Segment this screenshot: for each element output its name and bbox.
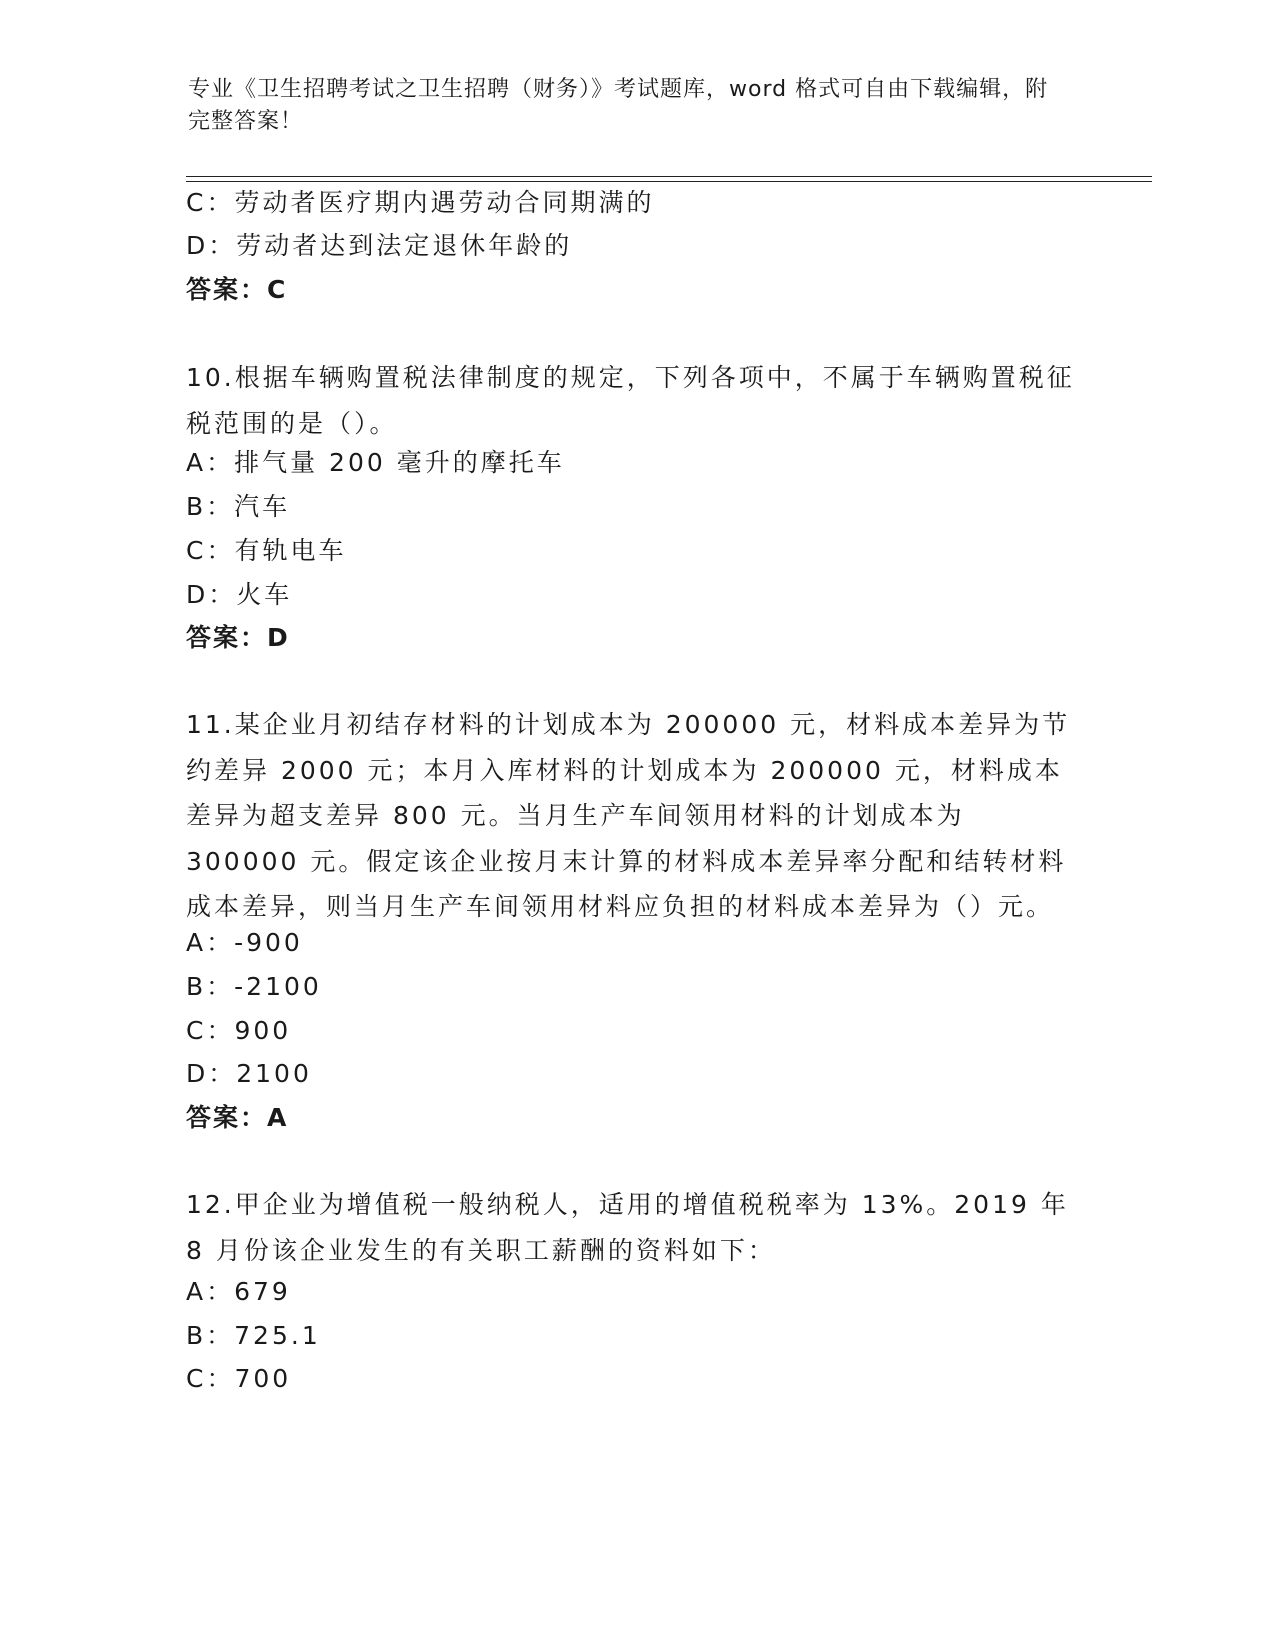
q10-option-d: D：火车 (186, 580, 293, 609)
q10-option-b: B：汽车 (186, 492, 291, 521)
q11-answer: 答案：A (186, 1103, 289, 1132)
q11-option-c: C：900 (186, 1016, 292, 1045)
q10-option-a: A：排气量 200 毫升的摩托车 (186, 448, 565, 477)
q9-answer: 答案：C (186, 275, 288, 304)
q12-option-c: C：700 (186, 1364, 292, 1393)
q11-option-b: B：-2100 (186, 972, 322, 1001)
q9-option-c: C：劳动者医疗期内遇劳动合同期满的 (186, 188, 655, 217)
q12-stem: 12.甲企业为增值税一般纳税人，适用的增值税税率为 13%。2019 年 8 月份该企业发生的有关职工薪酬的资料如下： (186, 1190, 1069, 1265)
q11-option-a: A：-900 (186, 928, 303, 957)
q12-option-a: A：679 (186, 1277, 291, 1306)
q11-stem: 11.某企业月初结存材料的计划成本为 200000 元，材料成本差异为节约差异 2000 元；本月入库材料的计划成本为 200000 元，材料成本差异为超支差异 800 元。当月生产车间领用材料的计划成本为 300000 元。假定该企业按月末计算的材料成本差异率分配和结转材料成本差异，则当月生产车间领用材料应负担的材料成本差异为（）元。 (186, 710, 1071, 921)
q11-option-d: D：2100 (186, 1059, 312, 1088)
q9-option-d: D：劳动者达到法定退休年龄的 (186, 231, 573, 260)
q10-stem: 10.根据车辆购置税法律制度的规定，下列各项中，不属于车辆购置税征税范围的是（）。 (186, 363, 1075, 438)
q12-option-b: B：725.1 (186, 1321, 321, 1350)
q10-answer: 答案：D (186, 623, 290, 652)
document-header: 专业《卫生招聘考试之卫生招聘（财务）》考试题库，word 格式可自由下载编辑，附完整答案！ (188, 77, 1049, 134)
q10-option-c: C：有轨电车 (186, 536, 347, 565)
header-divider-top (186, 176, 1152, 177)
